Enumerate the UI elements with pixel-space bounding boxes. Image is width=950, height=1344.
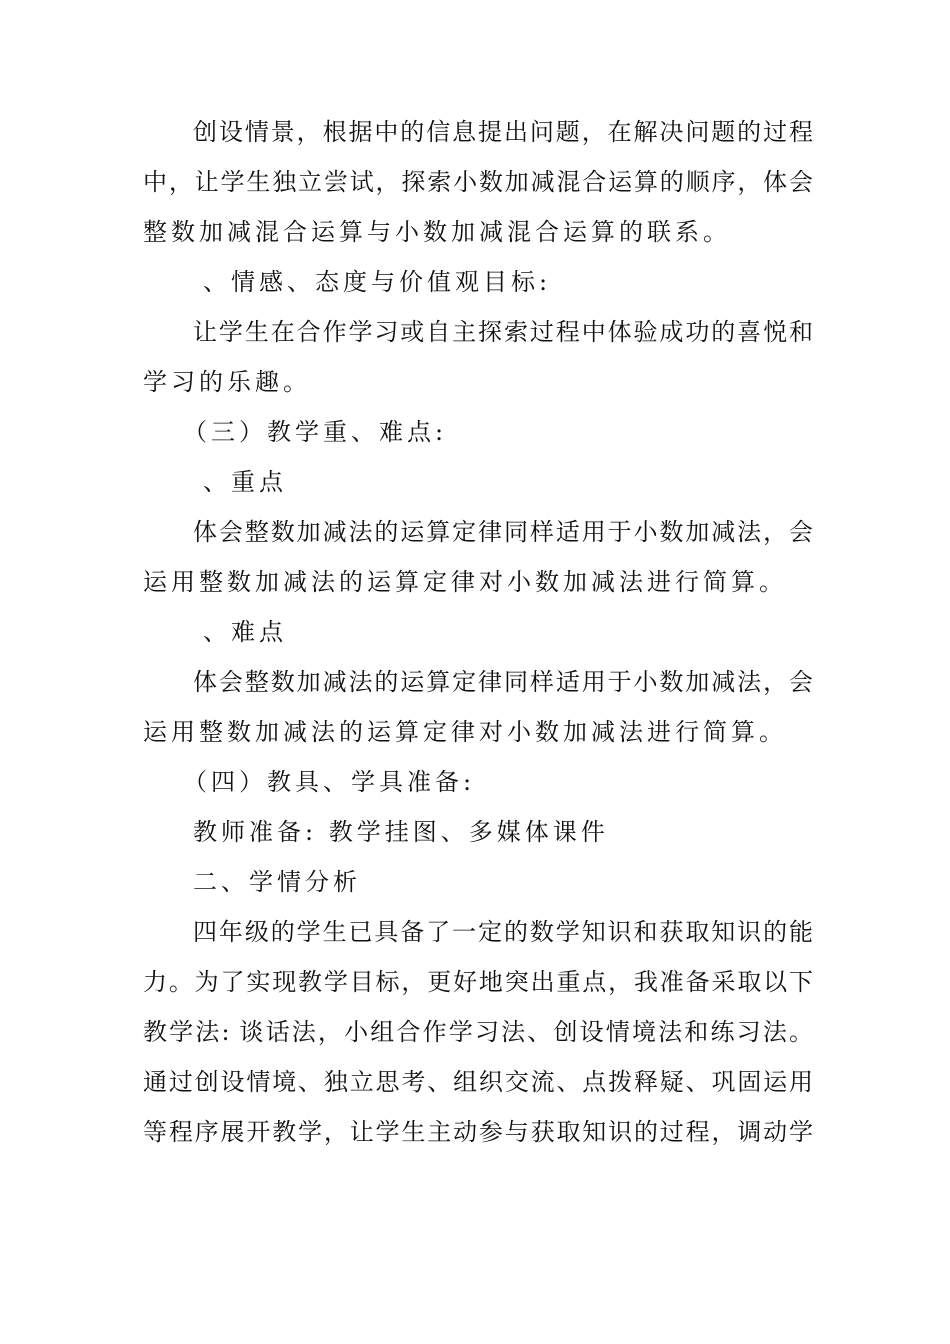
paragraph-line: 运用整数加减法的运算定律对小数加减法进行简算。 [143, 718, 787, 746]
paragraph-line: 让学生在合作学习或自主探索过程中体验成功的喜悦和 [193, 318, 813, 346]
paragraph-line: 等程序展开教学，让学生主动参与获取知识的过程，调动学 [143, 1118, 813, 1146]
paragraph-line: 学习的乐趣。 [143, 368, 311, 396]
paragraph-line: 通过创设情境、独立思考、组织交流、点拨释疑、巩固运用 [143, 1068, 813, 1096]
paragraph-line: 中，让学生独立尝试，探索小数加减混合运算的顺序，体会 [143, 168, 813, 196]
paragraph-line: 力。为了实现教学目标，更好地突出重点，我准备采取以下 [143, 968, 813, 996]
section-heading: （四）教具、学具准备: [183, 768, 476, 796]
subsection-heading: 、难点 [203, 618, 287, 646]
section-heading: 、情感、态度与价值观目标: [203, 268, 552, 296]
subsection-heading: 、重点 [203, 468, 287, 496]
paragraph-line: 教学法: 谈话法，小组合作学习法、创设情境法和练习法。 [143, 1018, 813, 1046]
section-heading: 二、学情分析 [193, 868, 361, 896]
paragraph-line: 体会整数加减法的运算定律同样适用于小数加减法，会 [193, 668, 813, 696]
paragraph-line: 创设情景，根据中的信息提出问题，在解决问题的过程 [193, 118, 813, 146]
paragraph-line: 四年级的学生已具备了一定的数学知识和获取知识的能 [193, 918, 813, 946]
paragraph-line: 运用整数加减法的运算定律对小数加减法进行简算。 [143, 568, 787, 596]
paragraph-line: 体会整数加减法的运算定律同样适用于小数加减法，会 [193, 518, 813, 546]
paragraph-line: 教师准备: 教学挂图、多媒体课件 [193, 818, 609, 846]
section-heading: （三）教学重、难点: [183, 418, 448, 446]
paragraph-line: 整数加减混合运算与小数加减混合运算的联系。 [143, 218, 731, 246]
